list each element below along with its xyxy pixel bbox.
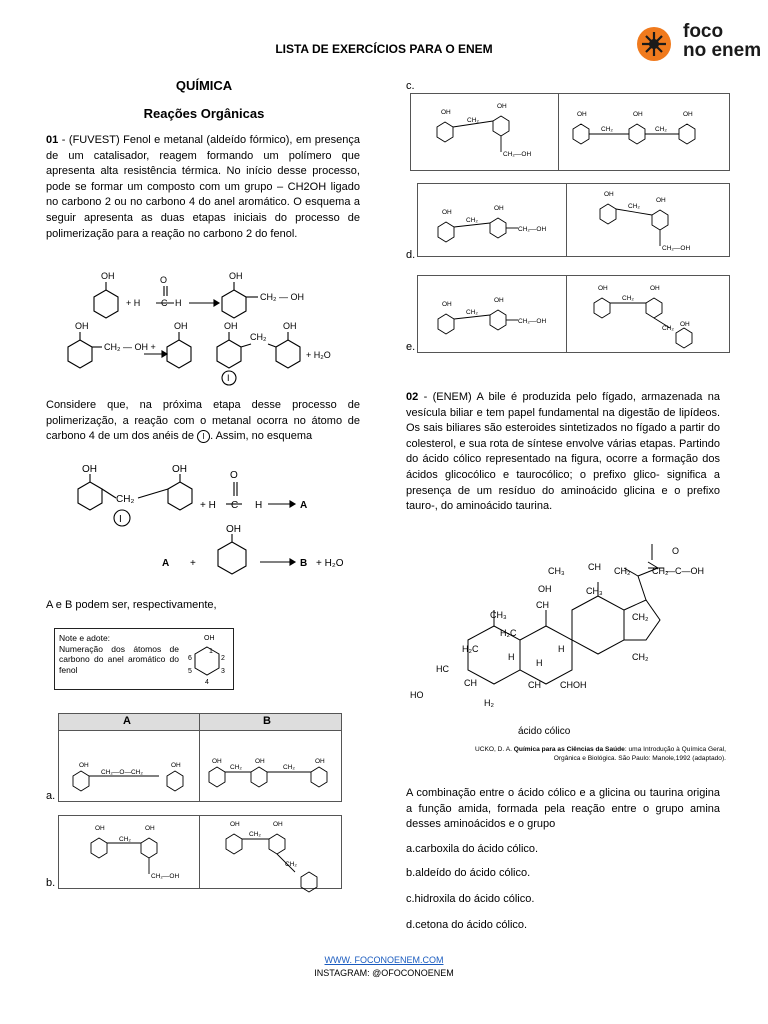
- svg-text:OH: OH: [224, 321, 238, 331]
- question-1-ask: A e B podem ser, respectivamente,: [46, 599, 217, 611]
- svg-text:CH₂: CH₂: [622, 295, 634, 302]
- svg-text:+ H₂O: + H₂O: [306, 350, 331, 360]
- svg-text:CH₂: CH₂: [614, 566, 631, 576]
- svg-text:CH₂: CH₂: [601, 126, 613, 133]
- svg-text:CH₃: CH₃: [548, 566, 565, 576]
- site-link[interactable]: WWW. FOCONOENEM.COM: [324, 955, 444, 965]
- svg-text:CH₂ — OH +: CH₂ — OH +: [104, 342, 156, 352]
- note-text: Numeração dos átomos de carbono do anel aromático do fenol: [59, 643, 179, 675]
- svg-text:OH: OH: [82, 464, 97, 475]
- credit-book: Química para as Ciências da Saúde: [513, 746, 625, 753]
- svg-text:H: H: [558, 644, 565, 654]
- svg-text:+ H₂O: + H₂O: [316, 558, 344, 569]
- reaction-scheme-1: [75, 266, 374, 386]
- option-c-figure: [410, 93, 730, 171]
- svg-text:O: O: [160, 275, 168, 285]
- svg-text:H: H: [536, 658, 543, 668]
- option-e-figure: [417, 275, 730, 353]
- svg-text:CH₂: CH₂: [116, 494, 135, 505]
- cholic-acid-label: ácido cólico: [518, 726, 571, 737]
- logo-line1: foco: [683, 21, 724, 42]
- svg-text:OH: OH: [174, 321, 188, 331]
- svg-text:OH: OH: [441, 109, 451, 116]
- svg-text:CH₂: CH₂: [249, 831, 261, 838]
- svg-text:OH: OH: [656, 197, 666, 204]
- svg-text:+: +: [190, 558, 196, 569]
- reaction-scheme-2: [60, 460, 360, 585]
- svg-text:OH: OH: [204, 635, 215, 642]
- page-title: LISTA DE EXERCÍCIOS PARA O ENEM: [275, 42, 493, 56]
- svg-text:OH: OH: [273, 821, 283, 828]
- svg-text:CH₂—OH: CH₂—OH: [503, 151, 532, 158]
- credit-author: UCKO, D. A.: [474, 746, 512, 753]
- svg-text:OH: OH: [145, 825, 155, 832]
- svg-text:CH₂: CH₂: [655, 126, 667, 133]
- svg-text:H₂: H₂: [484, 698, 494, 708]
- svg-text:CH₂ — OH: CH₂ — OH: [260, 292, 304, 302]
- svg-text:OH: OH: [497, 103, 507, 110]
- svg-text:OH: OH: [230, 821, 240, 828]
- question-1-mid-end: . Assim, no esquema: [210, 430, 313, 443]
- option-d-figure: [417, 183, 730, 257]
- svg-text:CH₂: CH₂: [250, 332, 267, 342]
- svg-text:C: C: [161, 298, 168, 308]
- svg-text:CH₂: CH₂: [283, 764, 295, 771]
- svg-text:OH: OH: [633, 111, 643, 118]
- svg-text:CH₂: CH₂: [466, 309, 478, 316]
- svg-text:CH₂: CH₂: [652, 566, 669, 576]
- option-d-label: d.: [406, 249, 416, 261]
- option-a-label: a.: [46, 790, 56, 802]
- svg-text:CH₂: CH₂: [285, 861, 297, 868]
- svg-text:OH: OH: [598, 285, 608, 292]
- svg-text:OH: OH: [494, 297, 504, 304]
- ring-one-marker-icon: I: [197, 430, 210, 443]
- option-b-label: b.: [46, 877, 56, 889]
- svg-text:C: C: [231, 500, 239, 511]
- svg-text:H: H: [175, 298, 182, 308]
- svg-text:—C—OH: —C—OH: [666, 566, 704, 576]
- svg-text:CH: CH: [588, 562, 601, 572]
- footer-site: [0, 955, 768, 965]
- option-a-structures: [59, 731, 341, 801]
- svg-text:CH₂: CH₂: [467, 117, 479, 124]
- choice-a[interactable]: a.carboxila do ácido cólico.: [406, 843, 539, 855]
- svg-text:OH: OH: [442, 301, 452, 308]
- svg-text:OH: OH: [494, 205, 504, 212]
- svg-text:CH₂: CH₂: [632, 652, 649, 662]
- question-1-mid: [46, 398, 360, 445]
- svg-text:OH: OH: [255, 758, 265, 765]
- svg-text:6: 6: [188, 655, 192, 662]
- svg-text:CH: CH: [536, 600, 549, 610]
- svg-text:CH₂—OH: CH₂—OH: [662, 245, 691, 252]
- svg-text:CH₃: CH₃: [490, 610, 507, 620]
- svg-text:4: 4: [205, 679, 209, 686]
- svg-text:OH: OH: [577, 111, 587, 118]
- svg-text:H₂C: H₂C: [500, 628, 517, 638]
- question-2-stem: A combinação entre o ácido cólico e a glicina ou taurina origina a função amida, formada pela reação entre o grupo amina desses aminoácidos e o grupo: [406, 787, 720, 831]
- svg-text:HO: HO: [410, 690, 424, 700]
- svg-text:OH: OH: [171, 762, 181, 769]
- topic-title: Reações Orgânicas: [143, 106, 265, 121]
- svg-text:CH₂: CH₂: [662, 325, 674, 332]
- choice-b[interactable]: b.aldeído do ácido cólico.: [406, 867, 531, 879]
- question-1-text: [46, 133, 360, 242]
- svg-text:OH: OH: [442, 209, 452, 216]
- svg-text:CH₂: CH₂: [230, 764, 242, 771]
- svg-text:A: A: [162, 558, 170, 569]
- table-head-b: B: [263, 715, 271, 727]
- svg-text:CH₂—OH: CH₂—OH: [518, 226, 547, 233]
- svg-text:OH: OH: [172, 464, 187, 475]
- svg-text:OH: OH: [226, 524, 241, 535]
- svg-text:3: 3: [221, 668, 225, 675]
- svg-text:CH₂—O—CH₂: CH₂—O—CH₂: [101, 769, 143, 776]
- svg-text:CH: CH: [528, 680, 541, 690]
- svg-text:OH: OH: [650, 285, 660, 292]
- option-c-structures: [411, 94, 729, 170]
- cholic-acid-structure: [408, 540, 728, 740]
- table-header: [59, 714, 341, 731]
- subject-title: QUÍMICA: [175, 78, 233, 93]
- phenol-numbering-diagram: [183, 631, 231, 687]
- svg-text:HC: HC: [436, 664, 449, 674]
- svg-text:H: H: [255, 500, 263, 511]
- svg-text:H₂C: H₂C: [462, 644, 479, 654]
- svg-text:OH: OH: [538, 584, 552, 594]
- svg-text:1: 1: [209, 648, 213, 655]
- svg-text:OH: OH: [604, 191, 614, 198]
- svg-text:CHOH: CHOH: [560, 680, 587, 690]
- svg-text:I: I: [227, 373, 230, 383]
- figure-credit: [410, 746, 726, 763]
- svg-text:CH₂: CH₂: [119, 836, 131, 843]
- svg-text:OH: OH: [683, 111, 693, 118]
- svg-text:H: H: [508, 652, 515, 662]
- svg-text:OH: OH: [79, 762, 89, 769]
- option-d-structures: [418, 184, 729, 256]
- question-2-intro: - (ENEM) A bile é produzida pelo fígado, armazenada na vesícula biliar e tem papel fundamental na digestão de lipídeos. Os sais biliares são esteroides sintetizados no fígado a partir do colesterol, e sua rota de síntese envolve várias etapas. Partindo do ácido cólico representado na figura, ocorre a formação dos ácidos glicocólico e taurocólico; o prefixo glico- significa a presença de um resíduo do aminoácido glicina e o prefixo tauro-, do aminoácido taurina.: [406, 391, 720, 513]
- svg-text:CH₂—OH: CH₂—OH: [151, 873, 180, 880]
- svg-text:CH₂: CH₂: [632, 612, 649, 622]
- option-e-label: e.: [406, 341, 416, 353]
- svg-text:CH₂—OH: CH₂—OH: [518, 318, 547, 325]
- option-c-label: c.: [406, 80, 415, 92]
- options-table-ab: [58, 713, 342, 802]
- svg-text:5: 5: [188, 668, 192, 675]
- svg-text:+ H: + H: [200, 500, 216, 511]
- svg-text:+ H: + H: [126, 298, 141, 308]
- svg-text:CH₂: CH₂: [628, 203, 640, 210]
- svg-text:OH: OH: [212, 758, 222, 765]
- svg-text:A: A: [300, 500, 308, 511]
- svg-text:O: O: [672, 546, 680, 556]
- option-b-structures: [59, 816, 341, 888]
- question-2-text: [406, 390, 720, 515]
- table-head-a: A: [123, 715, 131, 727]
- svg-text:OH: OH: [315, 758, 325, 765]
- option-b-figure: [58, 815, 342, 889]
- svg-text:CH: CH: [464, 678, 477, 688]
- question-1-mid-text: Considere que, na próxima etapa desse processo de polimerização, a reação com o metanal ocorra no átomo de carbono 4 de um dos anéis de: [46, 399, 360, 443]
- footer-instagram: INSTAGRAM: @OFOCONOENEM: [314, 968, 454, 978]
- question-1-intro: - (FUVEST) Fenol e metanal (aldeído fórmico), em presença de um catalisador, reagem formando um polímero que apresenta alta resistência térmica. No início desse processo, pode se formar um composto com um grupo – CH2OH ligado no carbono 2 ou no carbono 4 do anel aromático. O esquema a seguir apresenta as duas etapas iniciais do processo de polimerização para a reação no carbono 2 do fenol.: [46, 134, 360, 240]
- svg-text:CH₂: CH₂: [466, 217, 478, 224]
- logo-line2: no enem: [683, 40, 762, 61]
- note-box: [54, 628, 234, 690]
- svg-text:B: B: [300, 558, 308, 569]
- note-title: Note e adote:: [59, 633, 111, 643]
- svg-text:OH: OH: [101, 271, 115, 281]
- svg-text:O: O: [230, 470, 238, 481]
- choice-c[interactable]: c.hidroxila do ácido cólico.: [406, 893, 535, 905]
- choice-d[interactable]: d.cetona do ácido cólico.: [406, 919, 528, 931]
- credit-subtitle: : uma Introdução à Química Geral,: [624, 746, 726, 753]
- svg-text:2: 2: [221, 655, 225, 662]
- svg-text:I: I: [119, 514, 122, 525]
- svg-text:OH: OH: [95, 825, 105, 832]
- svg-text:CH₃: CH₃: [586, 586, 603, 596]
- svg-text:OH: OH: [680, 321, 690, 328]
- question-2-number: 02: [406, 391, 419, 403]
- svg-text:OH: OH: [283, 321, 297, 331]
- question-1-number: 01: [46, 134, 59, 146]
- svg-text:OH: OH: [229, 271, 243, 281]
- svg-text:OH: OH: [75, 321, 89, 331]
- option-e-structures: [418, 276, 729, 352]
- credit-publisher: Orgânica e Biológica. São Paulo: Manole,1992 (adaptado).: [553, 754, 726, 762]
